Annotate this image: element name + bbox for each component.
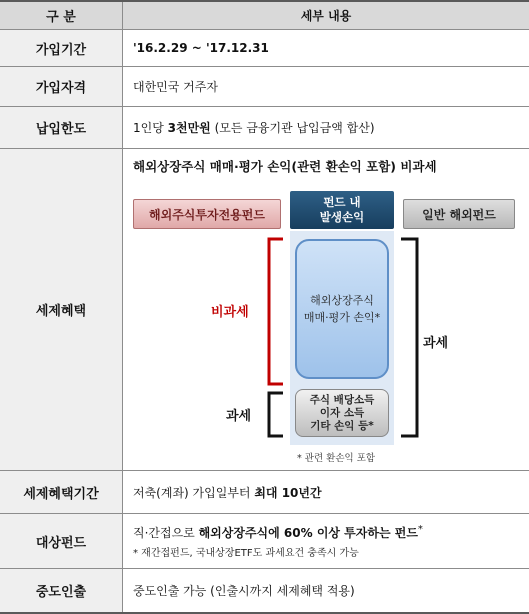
table-row-period: [0, 29, 529, 66]
row-label-target: 대상펀드: [0, 514, 123, 568]
diagram-title: 해외상장주식 매매·평가 손익(관련 환손익 포함) 비과세: [133, 159, 437, 174]
row-label-benefit-period: 세제혜택기간: [0, 471, 123, 513]
fund-income-header-line2: 발생손익: [319, 210, 365, 224]
row-label-withdrawal: 중도인출: [0, 569, 123, 612]
row-value-eligibility: 대한민국 거주자: [133, 80, 218, 94]
taxed-label-left: 과세: [226, 409, 252, 424]
limit-pre: 1인당: [133, 121, 168, 135]
right-bracket: [401, 239, 417, 436]
header-details: 세부 내용: [123, 2, 529, 29]
left-lower-bracket: [269, 393, 283, 436]
bracket-lines: [123, 149, 529, 471]
row-value-limit: [123, 107, 529, 148]
row-label-limit: 납입한도: [0, 107, 123, 148]
overseas-equity-fund-box: 해외주식투자전용펀드: [133, 199, 281, 229]
table-row-eligibility: [0, 66, 529, 106]
table-row-benefit-period: [0, 470, 529, 513]
table-row-limit: [0, 106, 529, 148]
benefit-period-pre: 저축(계좌) 가입일부터: [133, 485, 255, 500]
header-category: 구 분: [0, 2, 123, 29]
row-label-period: 가입기간: [0, 30, 123, 66]
row-value-benefit-period: [123, 471, 529, 513]
target-pre: 직·간접으로: [133, 525, 199, 540]
target-footnote-mark: *: [417, 523, 423, 535]
other-income-line1: 주식 배당소득: [309, 393, 375, 406]
target-note: * 재간접펀드, 국내상장ETF도 과세요건 충족시 가능: [133, 547, 359, 559]
limit-amount: 3천만원: [167, 121, 211, 135]
table-row-benefit: [0, 148, 529, 470]
stock-gains-line1: 해외상장주식: [310, 294, 374, 307]
tax-free-label: 비과세: [211, 305, 249, 320]
table-row-target: [0, 513, 529, 568]
row-value-benefit: [123, 149, 529, 470]
target-criteria: 해외상장주식에 60% 이상 투자하는 펀드: [198, 525, 418, 540]
row-value-target: [123, 514, 529, 568]
row-label-eligibility: 가입자격: [0, 67, 123, 106]
left-upper-bracket: [269, 239, 283, 384]
taxed-label-right: 과세: [423, 336, 449, 351]
diagram-footnote: * 관련 환손익 포함: [297, 453, 376, 464]
table-header: [0, 0, 529, 29]
table-row-withdrawal: [0, 568, 529, 612]
stock-gains-line2: 매매·평가 손익*: [303, 311, 381, 324]
row-label-benefit: 세제혜택: [0, 149, 123, 470]
fund-income-header-line1: 펀드 내: [323, 195, 361, 209]
limit-post: (모든 금융기관 납입금액 합산): [210, 121, 375, 135]
other-income-line3: 기타 손익 등*: [310, 419, 374, 432]
row-value-period: '16.2.29 ~ '17.12.31: [133, 41, 269, 55]
tax-benefit-diagram: [123, 149, 529, 471]
other-income-line2: 이자 소득: [319, 406, 365, 419]
row-value-withdrawal: 중도인출 가능 (인출시까지 세제혜택 적용): [133, 584, 355, 598]
general-overseas-fund-box: 일반 해외펀드: [403, 199, 515, 229]
benefit-period-max: 최대 10년간: [254, 485, 322, 500]
